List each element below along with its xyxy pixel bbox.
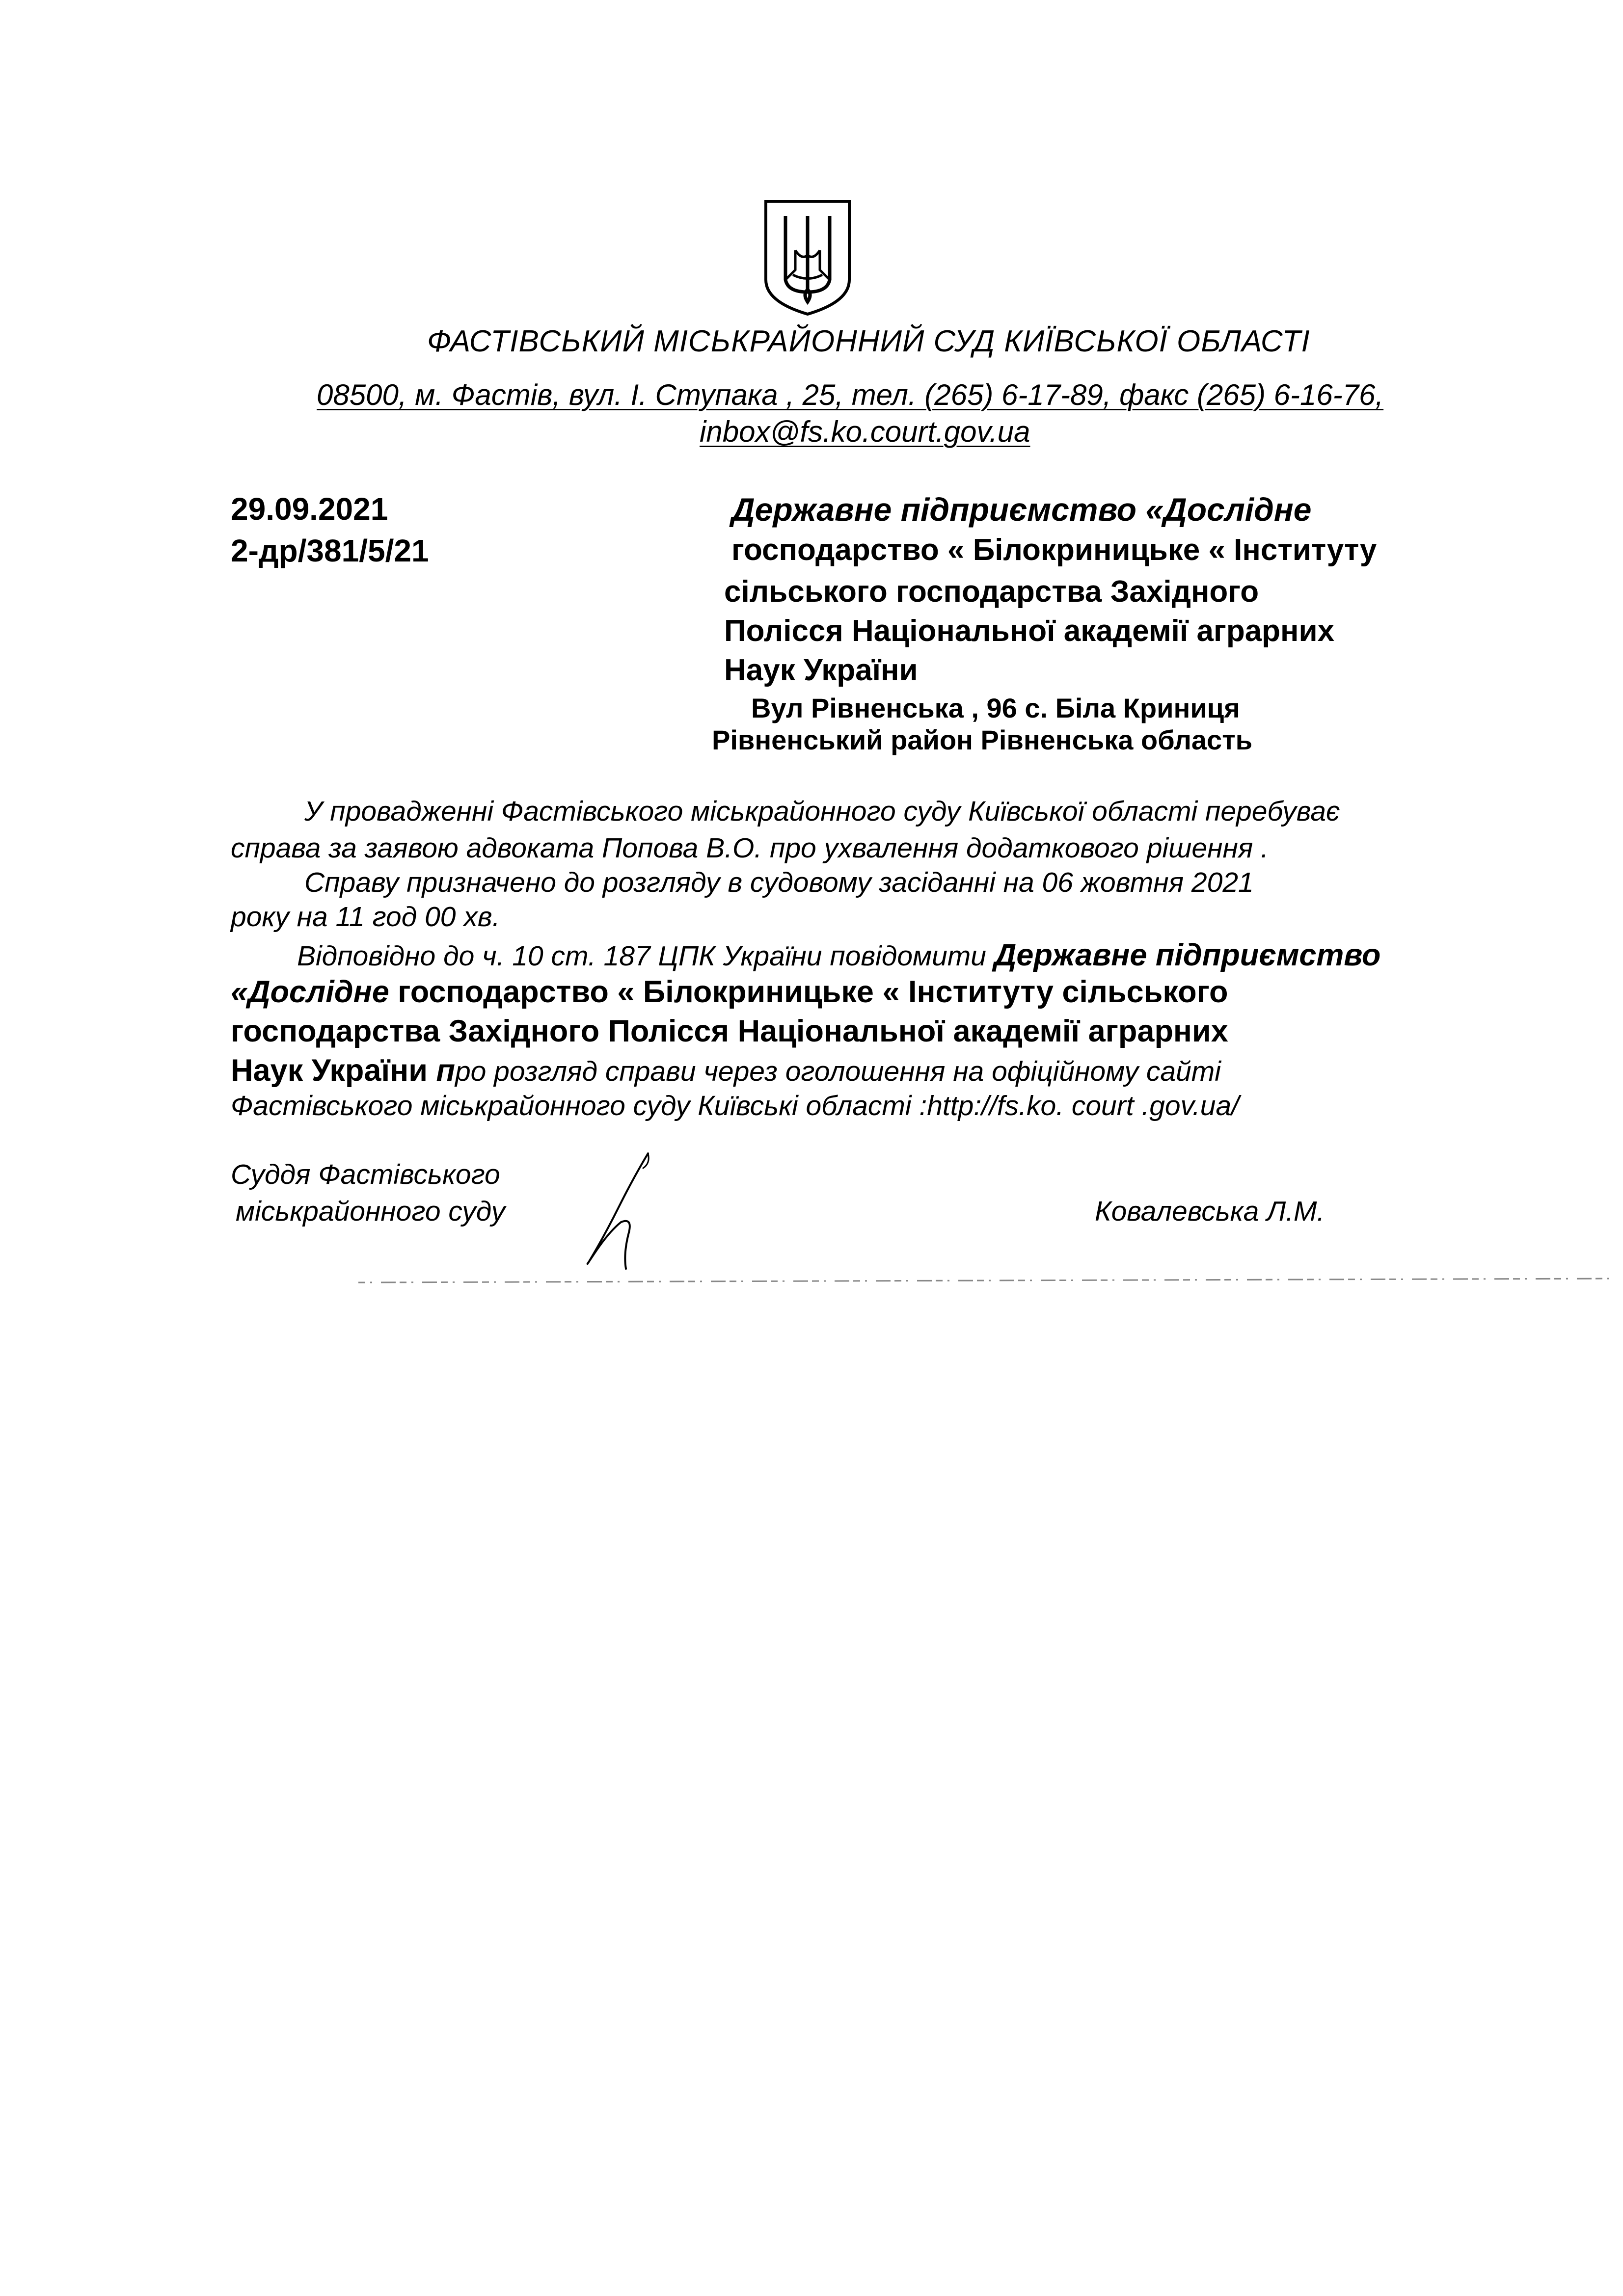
body-paragraph-line: У провадженні Фастівського міськрайонного суду Київської області перебуває — [304, 796, 1340, 827]
body-text-bold: п — [436, 1053, 455, 1088]
body-paragraph-line — [297, 937, 1380, 973]
document-date: 29.09.2021 — [231, 491, 388, 527]
recipient-address: Рівненський район Рівненська область — [712, 724, 1253, 755]
handwritten-signature-icon — [574, 1148, 673, 1271]
recipient-line: Полісся Національної академії аграрних — [724, 614, 1335, 648]
body-paragraph-line: Справу призначено до розгляду в судовому засіданні на 06 жовтня 2021 — [304, 867, 1254, 898]
judge-title: Суддя Фастівського — [231, 1159, 500, 1190]
body-text-bold: Наук України — [231, 1053, 436, 1088]
document-number: 2-др/381/5/21 — [231, 533, 429, 568]
scan-artifact-divider — [358, 1274, 1610, 1288]
court-address: 08500, м. Фастів, вул. І. Ступака , 25, тел. (265) 6-17-89, факс (265) 6-16-76, — [317, 378, 1384, 411]
body-text: ро розгляд справи через оголошення на офіційному сайті — [455, 1056, 1221, 1087]
body-paragraph-line: року на 11 год 00 хв. — [231, 901, 500, 933]
body-text: Відповідно до ч. 10 ст. 187 ЦПК України повідомити — [297, 940, 994, 972]
body-paragraph-line: господарства Західного Полісся Національної академії аграрних — [231, 1014, 1228, 1048]
recipient-line: Наук України — [724, 653, 918, 687]
body-text-bold: Державне підприємство — [994, 938, 1381, 972]
body-paragraph-line — [231, 974, 1228, 1010]
recipient-line: господарство « Білокриницьке « Інституту — [731, 533, 1377, 567]
body-paragraph-line: Фастівського міськрайонного суду Київські області :http://fs.ko. court .gov.ua/ — [231, 1090, 1239, 1121]
court-name: ФАСТІВСЬКИЙ МІСЬКРАЙОННИЙ СУД КИЇВСЬКОЇ ОБЛАСТІ — [427, 324, 1310, 358]
recipient-line: Державне підприємство «Дослідне — [731, 491, 1312, 528]
body-paragraph-line: справа за заявою адвоката Попова В.О. про ухвалення додаткового рішення . — [231, 832, 1269, 864]
body-text-bold: «Дослідне — [231, 975, 389, 1009]
recipient-line: сільського господарства Західного — [724, 575, 1259, 609]
body-paragraph-line — [231, 1053, 1221, 1088]
body-text-bold: господарство « Білокриницьке « Інституту сільського — [389, 975, 1228, 1009]
tryzub-coat-of-arms-icon — [758, 196, 857, 317]
recipient-address: Вул Рівненська , 96 с. Біла Криниця — [751, 693, 1240, 723]
judge-name: Ковалевська Л.М. — [1095, 1196, 1325, 1227]
court-email-link[interactable]: inbox@fs.ko.court.gov.ua — [700, 415, 1030, 448]
judge-title: міськрайонного суду — [236, 1196, 506, 1227]
